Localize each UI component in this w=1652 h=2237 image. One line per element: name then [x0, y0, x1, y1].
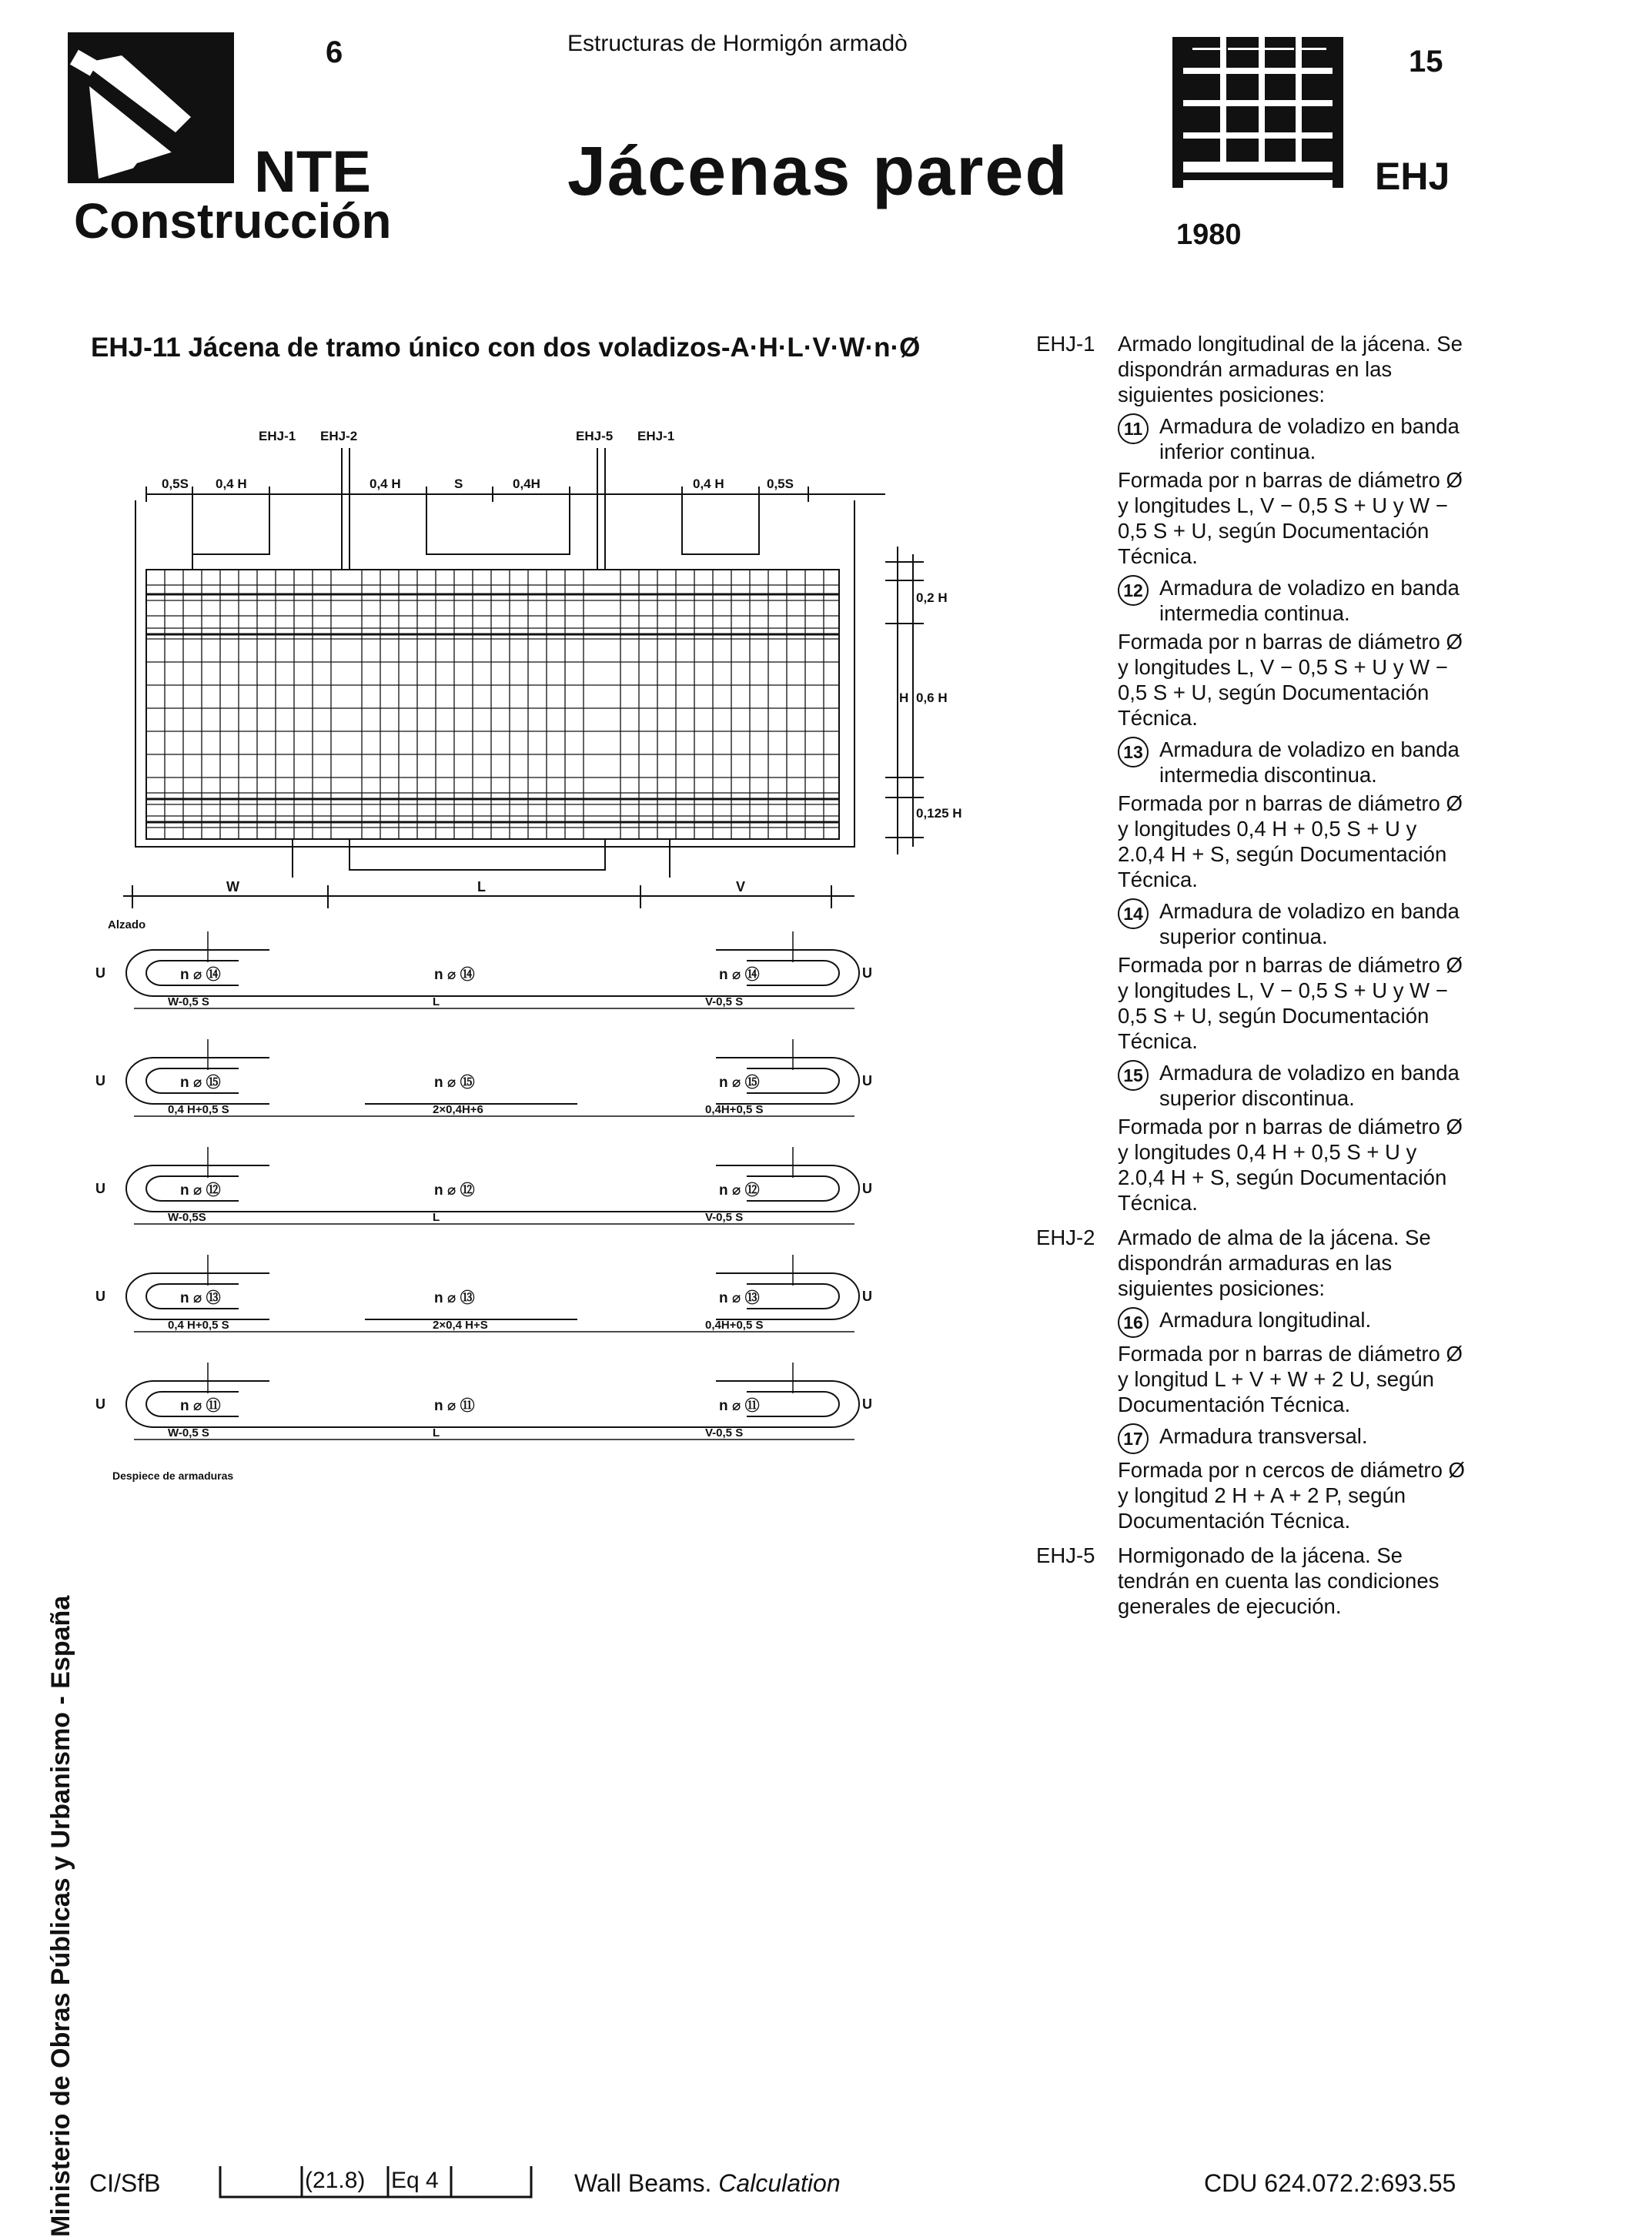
item-desc: Formada por n barras de diámetro Ø y longitudes 0,4 H + 0,5 S + U y 2.0,4 H + S, según Documentación Técnica. [1118, 1115, 1463, 1215]
bar-number: 13 [1118, 737, 1149, 767]
item-desc: Formada por n barras de diámetro Ø y longitudes L, V − 0,5 S + U y W − 0,5 S + U, según Documentación Técnica. [1118, 953, 1463, 1053]
u-label: U [95, 1181, 105, 1196]
ref-label: EHJ-5 [576, 429, 614, 443]
dim-label: 0,5S [767, 476, 794, 491]
document-code: EHJ [1375, 155, 1450, 198]
bar-dim: L [433, 995, 440, 1008]
item-desc: Formada por n barras de diámetro Ø y longitud L + V + W + 2 U, según Documentación Técnica. [1118, 1342, 1463, 1416]
page-title: Jácenas pared [567, 133, 1069, 210]
figure-title: EHJ-11 Jácena de tramo único con dos voladizos-A·H·L·V·W·n·Ø [91, 333, 921, 363]
bar-label: n ⌀ ⑬ [719, 1290, 760, 1306]
bar-label: n ⌀ ⑮ [180, 1075, 221, 1091]
bar-hook-right-inner [747, 961, 839, 985]
cisib-boxes [217, 2162, 540, 2202]
dim-label: 0,6 H [916, 690, 948, 705]
item-12 [1118, 575, 1467, 626]
bar-number: 15 [1118, 1060, 1149, 1091]
bar-label: n ⌀ ⑪ [180, 1398, 221, 1414]
bar-dim: W-0,5 S [168, 1426, 209, 1440]
ref-label: EHJ-1 [637, 429, 675, 443]
u-label: U [95, 1289, 105, 1304]
bar-dim: L [433, 1426, 440, 1440]
bar-label: n ⌀ ⑪ [434, 1398, 475, 1414]
bar-label: n ⌀ ⑮ [434, 1075, 475, 1091]
item-11 [1118, 413, 1467, 464]
u-label: U [95, 1396, 105, 1412]
bar-label: n ⌀ ⑭ [719, 967, 760, 983]
bar-hook-right-inner [747, 1392, 839, 1416]
dim-label: 0,4 H [216, 476, 247, 491]
item-title: Armadura de voladizo en banda superior continua. [1159, 899, 1460, 948]
u-label: U [862, 965, 872, 981]
ministry-side-text: Ministerio de Obras Públicas y Urbanismo - España [46, 1595, 75, 2237]
document-year: 1980 [1176, 219, 1242, 251]
bar-dim: 0,4H+0,5 S [705, 1103, 764, 1116]
series-title: Estructuras de Hormigón armadò [567, 31, 908, 56]
u-label: U [95, 1073, 105, 1088]
bar-label: n ⌀ ⑭ [180, 967, 221, 983]
dim-label: H [899, 690, 909, 705]
nte-label: NTE [254, 139, 371, 205]
bar-label: n ⌀ ⑭ [434, 967, 475, 983]
section-code: EHJ-5 [1036, 1543, 1095, 1567]
bar-label: n ⌀ ⑮ [719, 1075, 760, 1091]
dim-label: 0,125 H [916, 806, 962, 821]
bar-number: 16 [1118, 1307, 1149, 1338]
section-code: EHJ-2 [1036, 1226, 1095, 1249]
dim-label: S [454, 476, 463, 491]
item-17 [1118, 1423, 1467, 1454]
item-13 [1118, 737, 1467, 787]
ehj-grid-logo [1172, 37, 1343, 188]
dim-label: V [736, 879, 746, 894]
section-intro: Armado longitudinal de la jácena. Se dispondrán armaduras en las siguientes posiciones: [1118, 332, 1463, 406]
page-number-right: 15 [1409, 45, 1443, 79]
bar-number: 17 [1118, 1423, 1149, 1454]
item-title: Armadura longitudinal. [1159, 1308, 1372, 1332]
dim-label: 0,4 H [693, 476, 724, 491]
ref-label: EHJ-2 [320, 429, 358, 443]
bar-dim: 0,4 H+0,5 S [168, 1103, 229, 1116]
section-code: EHJ-1 [1036, 332, 1095, 356]
item-15 [1118, 1060, 1467, 1111]
bar-number: 11 [1118, 413, 1149, 444]
bar-label: n ⌀ ⑫ [180, 1182, 221, 1199]
bar-label: n ⌀ ⑬ [434, 1290, 475, 1306]
desc-italic: Calculation [718, 2169, 841, 2197]
bar-number: 12 [1118, 575, 1149, 606]
cisib-code-b: Eq 4 [391, 2168, 439, 2193]
section-ehj-2 [1036, 1225, 1467, 1538]
item-14 [1118, 898, 1467, 949]
u-label: U [862, 1289, 872, 1304]
bar-label: n ⌀ ⑫ [434, 1182, 475, 1199]
section-intro: Hormigonado de la jácena. Se tendrán en cuenta las condiciones generales de ejecución. [1118, 1543, 1440, 1618]
bar-label: n ⌀ ⑪ [719, 1398, 760, 1414]
item-title: Armadura transversal. [1159, 1424, 1368, 1448]
page-number-left: 6 [326, 35, 343, 69]
cisib-label: CI/SfB [89, 2169, 161, 2197]
bar-label: n ⌀ ⑬ [180, 1290, 221, 1306]
dim-label: 0,4 H [370, 476, 401, 491]
dim-label: L [477, 879, 486, 894]
dim-label: 0,2 H [916, 590, 948, 605]
bar-dim: W-0,5S [168, 1211, 206, 1224]
bar-dim: 0,4H+0,5 S [705, 1319, 764, 1332]
construccion-label: Construcción [74, 193, 392, 249]
section-intro: Armado de alma de la jácena. Se dispondrán armaduras en las siguientes posiciones: [1118, 1226, 1431, 1300]
item-desc: Formada por n cercos de diámetro Ø y longitud 2 H + A + 2 P, según Documentación Técnica. [1118, 1458, 1465, 1533]
english-description [574, 2169, 841, 2198]
bar-dim: V-0,5 S [705, 995, 744, 1008]
cdu-code: CDU 624.072.2:693.55 [1204, 2169, 1456, 2197]
item-desc: Formada por n barras de diámetro Ø y longitudes L, V − 0,5 S + U y W − 0,5 S + U, según Documentación Técnica. [1118, 468, 1463, 568]
reinforcement-drawing [85, 400, 993, 1493]
alzado-label: Alzado [108, 918, 146, 931]
item-16 [1118, 1307, 1467, 1338]
dim-label: W [226, 879, 239, 894]
bar-dim: 0,4 H+0,5 S [168, 1319, 229, 1332]
bar-dim: W-0,5 S [168, 995, 209, 1008]
bar-dim: V-0,5 S [705, 1426, 744, 1440]
section-ehj-1 [1036, 331, 1467, 1220]
ref-label: EHJ-1 [259, 429, 296, 443]
item-title: Armadura de voladizo en banda intermedia discontinua. [1159, 737, 1460, 787]
bar-dim: 2×0,4H+6 [433, 1103, 483, 1116]
specification-text [1036, 331, 1467, 1628]
u-label: U [862, 1396, 872, 1412]
section-ehj-5 [1036, 1543, 1467, 1623]
u-label: U [862, 1181, 872, 1196]
item-title: Armadura de voladizo en banda superior discontinua. [1159, 1061, 1460, 1110]
bar-hook-right-inner [747, 1284, 839, 1309]
bar-label: n ⌀ ⑫ [719, 1182, 760, 1199]
bar-hook-right-inner [747, 1068, 839, 1093]
item-title: Armadura de voladizo en banda inferior continua. [1159, 414, 1460, 463]
u-label: U [95, 965, 105, 981]
dim-label: 0,4H [513, 476, 540, 491]
dim-label: 0,5S [162, 476, 189, 491]
item-title: Armadura de voladizo en banda intermedia continua. [1159, 576, 1460, 625]
cisib-code-a: (21.8) [305, 2168, 366, 2193]
item-desc: Formada por n barras de diámetro Ø y longitudes 0,4 H + 0,5 S + U y 2.0,4 H + S, según Documentación Técnica. [1118, 791, 1463, 891]
bar-dim: L [433, 1211, 440, 1224]
u-label: U [862, 1073, 872, 1088]
bar-dim: 2×0,4 H+S [433, 1319, 488, 1332]
bar-number: 14 [1118, 898, 1149, 929]
item-desc: Formada por n barras de diámetro Ø y longitudes L, V − 0,5 S + U y W − 0,5 S + U, según Documentación Técnica. [1118, 630, 1463, 730]
bar-hook-right-inner [747, 1176, 839, 1201]
despiece-label: Despiece de armaduras [112, 1470, 234, 1482]
bar-dim: V-0,5 S [705, 1211, 744, 1224]
nte-trowel-logo [68, 32, 234, 183]
desc-plain: Wall Beams. [574, 2169, 712, 2197]
